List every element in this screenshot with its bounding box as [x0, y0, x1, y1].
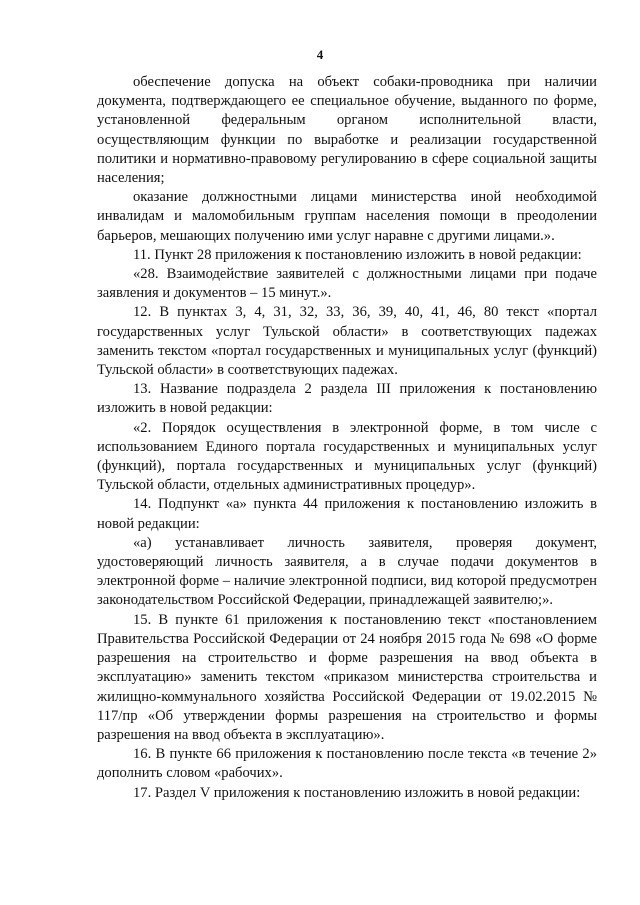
paragraph: 15. В пункте 61 приложения к постановлению текст «постановлением Правительства Российской Федерации от 24 ноября 2015 года № 698 «О форме разрешения на строительство и форме разрешения на ввод объекта в эксплуатацию» заменить текстом «приказом министерства строительства и жилищно-коммунального хозяйства Российской Федерации от 19.02.2015 № 117/пр «Об утверждении формы разрешения на строительство и формы разрешения на ввод объекта в эксплуатацию».: [97, 611, 597, 743]
paragraph: оказание должностными лицами министерства иной необходимой инвалидам и маломобильным группам населения помощи в преодолении барьеров, мешающих получению ими услуг наравне с другими лицами.».: [97, 189, 597, 244]
paragraph: «а) устанавливает личность заявителя, проверяя документ, удостоверяющий личность заявителя, а в случае подачи документов в электронной форме – наличие электронной подписи, вид которой предусмотрен законодательством Российской Федерации, принадлежащей заявителю;».: [97, 534, 597, 609]
page-number: 4: [316, 47, 324, 62]
paragraph: 12. В пунктах 3, 4, 31, 32, 33, 36, 39, 40, 41, 46, 80 текст «портал государственных услуг Тульской области» в соответствующих падежах заменить текстом «портал государственных и муниципальных услуг (функций) Тульской области» в соответствующих падежах.: [97, 304, 597, 379]
document-body: [97, 73, 597, 803]
paragraph: 13. Название подраздела 2 раздела III приложения к постановлению изложить в новой редакции:: [97, 381, 597, 417]
paragraph: «28. Взаимодействие заявителей с должностными лицами при подаче заявления и документов – 15 минут.».: [97, 266, 597, 302]
paragraph: обеспечение допуска на объект собаки-проводника при наличии документа, подтверждающего ее специальное обучение, выданного по форме, установленной федеральным органом исполнительной власти, осуществляющим функции по выработке и реализации государственной политики и нормативно-правовому регулированию в сфере социальной защиты населения;: [97, 74, 597, 187]
paragraph: 17. Раздел V приложения к постановлению изложить в новой редакции:: [133, 784, 581, 801]
paragraph: 14. Подпункт «а» пункта 44 приложения к постановлению изложить в новой редакции:: [97, 496, 597, 532]
paragraph: 11. Пункт 28 приложения к постановлению изложить в новой редакции:: [133, 246, 582, 263]
paragraph: 16. В пункте 66 приложения к постановлению после текста «в течение 2» дополнить словом «рабочих».: [97, 746, 597, 782]
paragraph: «2. Порядок осуществления в электронной форме, в том числе с использованием Единого портала государственных и муниципальных услуг (функций), портала государственных и муниципальных услуг (функций) Тульской области, отдельных административных процедур».: [97, 419, 597, 494]
